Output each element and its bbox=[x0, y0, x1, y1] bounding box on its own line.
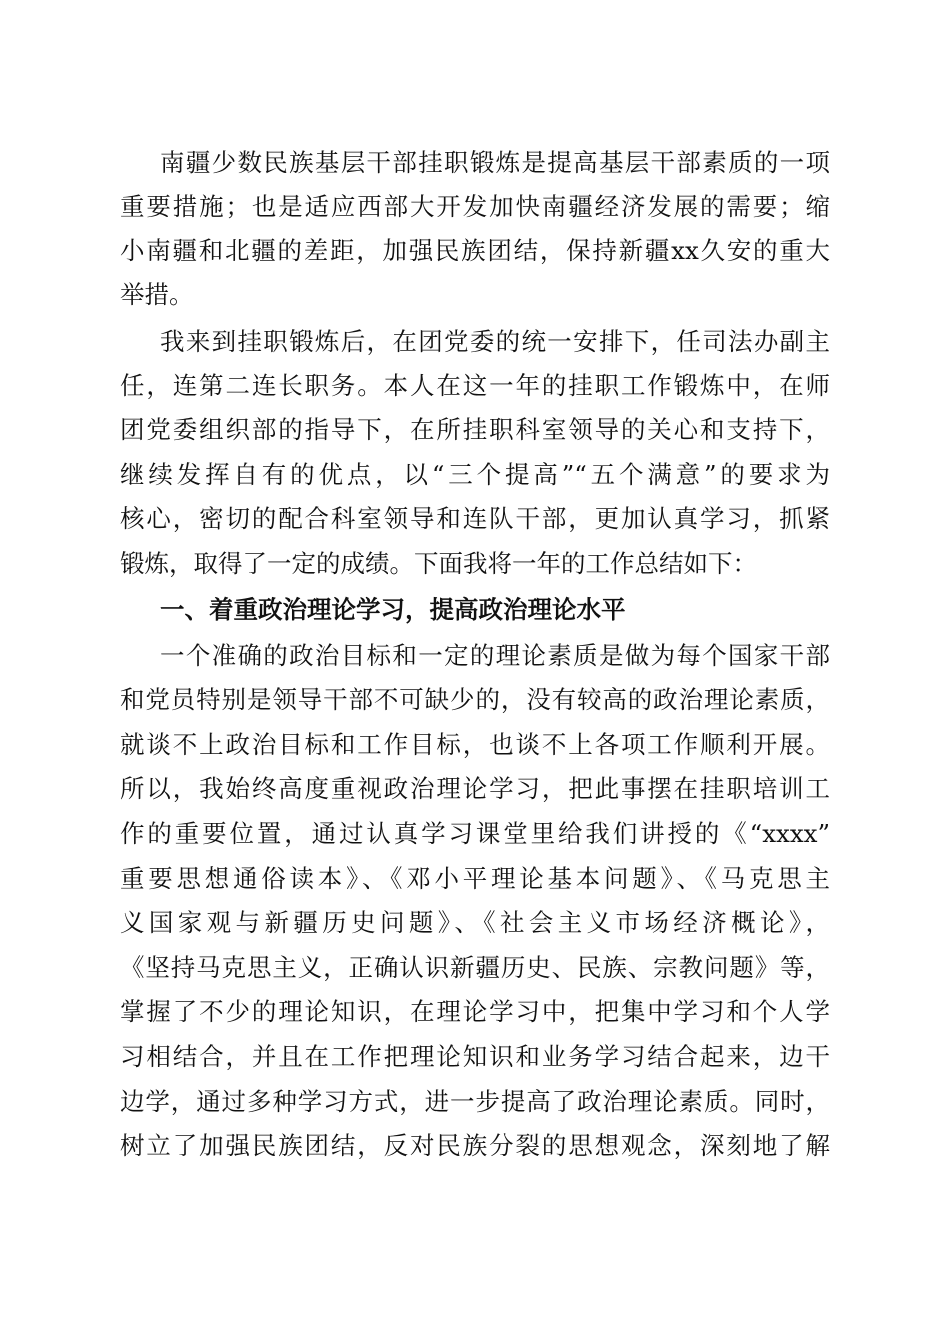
paragraph-2-line-5: 核心，密切的配合科室领导和连队干部，更加认真学习，抓紧 bbox=[120, 504, 830, 533]
paragraph-1-line-2: 重要措施；也是适应西部大开发加快南疆经济发展的需要；缩 bbox=[120, 192, 830, 221]
section-paragraph-line-12: 树立了加强民族团结，反对民族分裂的思想观念，深刻地了解 bbox=[120, 1131, 830, 1160]
paragraph-2-line-1: 我来到挂职锻炼后，在团党委的统一安排下，任司法办副主 bbox=[160, 327, 830, 356]
section-paragraph-line-1: 一个准确的政治目标和一定的理论素质是做为每个国家干部 bbox=[160, 641, 830, 670]
section-paragraph-line-7: 义国家观与新疆历史问题》、《社会主义市场经济概论》， bbox=[120, 908, 830, 937]
section-paragraph-line-3: 就谈不上政治目标和工作目标，也谈不上各项工作顺利开展。 bbox=[120, 730, 830, 759]
paragraph-2-line-4: 继续发挥自有的优点，以“三个提高”“五个满意”的要求为 bbox=[120, 460, 830, 489]
section-paragraph-line-2: 和党员特别是领导干部不可缺少的，没有较高的政治理论素质， bbox=[120, 685, 830, 714]
section-paragraph-line-6: 重要思想通俗读本》、《邓小平理论基本问题》、《马克思主 bbox=[120, 864, 830, 893]
section-paragraph-line-8: 《坚持马克思主义，正确认识新疆历史、民族、宗教问题》等， bbox=[120, 953, 830, 982]
section-paragraph-line-9: 掌握了不少的理论知识，在理论学习中，把集中学习和个人学 bbox=[120, 997, 830, 1026]
paragraph-1-line-1: 南疆少数民族基层干部挂职锻炼是提高基层干部素质的一项 bbox=[160, 148, 830, 177]
paragraph-1-line-4: 举措。 bbox=[120, 280, 194, 309]
paragraph-2-line-2: 任，连第二连长职务。本人在这一年的挂职工作锻炼中，在师 bbox=[120, 371, 830, 400]
section-paragraph-line-5: 作的重要位置，通过认真学习课堂里给我们讲授的《“xxxx” bbox=[120, 819, 830, 848]
paragraph-2-line-3: 团党委组织部的指导下，在所挂职科室领导的关心和支持下， bbox=[120, 415, 830, 444]
section-paragraph-line-10: 习相结合，并且在工作把理论知识和业务学习结合起来，边干 bbox=[120, 1042, 830, 1071]
section-heading: 一、着重政治理论学习，提高政治理论水平 bbox=[160, 595, 626, 624]
paragraph-2-line-6: 锻炼，取得了一定的成绩。下面我将一年的工作总结如下： bbox=[120, 549, 757, 578]
section-paragraph-line-4: 所以，我始终高度重视政治理论学习，把此事摆在挂职培训工 bbox=[120, 774, 830, 803]
paragraph-1-line-3: 小南疆和北疆的差距，加强民族团结，保持新疆xx久安的重大 bbox=[120, 236, 830, 265]
section-paragraph-line-11: 边学，通过多种学习方式，进一步提高了政治理论素质。同时， bbox=[120, 1087, 830, 1116]
